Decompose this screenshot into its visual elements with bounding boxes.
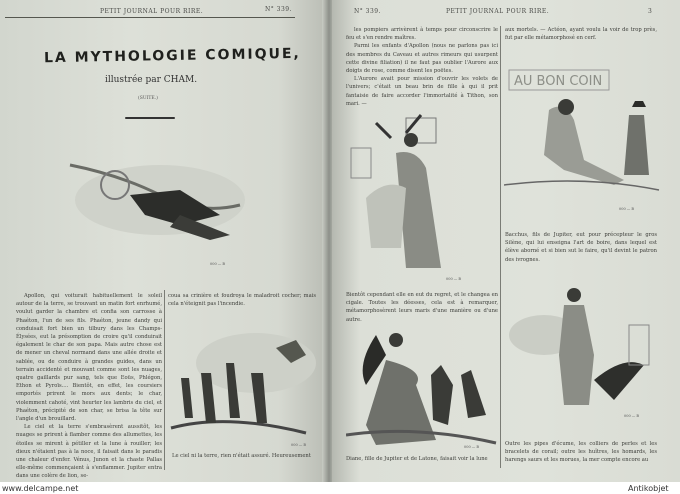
running-header: PETIT JOURNAL POUR RIRE.: [100, 8, 204, 15]
left-page: [0, 0, 328, 482]
column-rule: [500, 26, 501, 468]
sign-text: AU BON COIN: [514, 74, 603, 89]
issue-number: N° 339.: [354, 8, 382, 15]
issue-number: N° 339.: [265, 6, 293, 13]
illustration-caption: 000 — B: [464, 445, 479, 449]
right-page: [332, 0, 680, 482]
page-number: 3: [648, 8, 653, 15]
paragraph: Outre les pipes d'écume, les colliers de perles et les bracelets de corail; outre les huîtres, les homards, les harengs saurs et les morues, la mer compte encore au: [505, 441, 657, 464]
column-rule: [164, 290, 165, 470]
paragraph: Apollon, qui voiturait habituellement le soleil autour de la terre, se trouvant un matin fort enrhumé, voulut garder la chambre et confia son carrosse à Phaéton, l'un de ses fils. Phaéton, jeune dandy qui conduisait fort bien un tilbury dans les Champs-Élysées, eut la présomption de croire qu'il conduirait également le char de son papa. Mais autre chose est de mener un cheval normand dans une allée droite et sablée, ou de conduire à grandes guides, dans un terrain accidenté et mouvant comme sont les nuages, quatre gaillards pur sang, tels que Eoüs, Phlégon, Ethon et Pyroïs.... Bientôt, en effet, les coursiers emportés prirent le mors aux dents; le char, violemment cahoté, vint heurter les lambris du ciel, et Phaéton, précipité de son char, se brisa la tête sur l'angle d'un brouillard.: [16, 293, 162, 423]
article-title: LA MYTHOLOGIE COMIQUE,: [43, 45, 301, 67]
paragraph: Bientôt cependant elle en eut du regret, et le changea en cigale. Toutes les déesses, cela est à remarquer, métamorphosèrent leurs maris d'une manière ou d'une autre.: [346, 292, 498, 323]
illustration-caption: 000 — B: [446, 277, 461, 281]
paragraph: L'Aurore avait pour mission d'ouvrir les volets de l'univers; c'était un beau brin de fille à qui il prit fantaisie de faire accorder l'immortalité à Tithon, son mari. —: [346, 76, 498, 107]
paragraph: les pompiers arrivèrent à temps pour circonscrire le feu et s'en rendre maîtres.: [346, 27, 498, 42]
paragraph: Bacchus, fils de Jupiter, eut pour précepteur le gros Silène, qui lui enseigna l'art de boire, dans lequel est élève aborné et si bien sut le faire, qu'il devint le patron des ivrognes.: [505, 232, 657, 263]
ornament-divider: [125, 117, 175, 119]
illustration-phaeton-chariot: [60, 145, 250, 270]
paragraph: Parmi les enfants d'Apollon (nous ne parlons pas ici des membres du Caveau et autres rimeurs qui usurpent cette divine filiation) il ne faut pas oublier l'Aurore aux doigts de rose, comme disent les poëtes.: [346, 43, 498, 75]
illustration-au-bon-coin: [504, 65, 664, 215]
header-rule: [5, 17, 295, 18]
caption-text: Diane, fille de Jupiter et de Latone, faisait voir la lune: [346, 456, 488, 462]
watermark-antikobjet: Antikobjet: [628, 484, 669, 493]
suite-label: (SUITE.): [138, 96, 158, 101]
right-column-text: coua sa crinière et foudroya le maladroit cocher; mais cela n'éteignit pas l'incendie.: [168, 293, 316, 308]
illustration-caption: 000 — B: [619, 207, 634, 211]
left-column-text: [16, 292, 162, 481]
illustration-sea-nymph: [504, 285, 664, 425]
article-subtitle: illustrée par CHAM.: [105, 75, 198, 85]
illustration-caption: 000 — B: [291, 443, 306, 447]
illustration-gods-fleeing: [166, 318, 316, 448]
illustration-aurora: [346, 108, 498, 283]
caption-text: Le ciel ni la terre, rien n'était assuré. Heureusement: [172, 453, 311, 459]
paragraph: aux mortels. — Actéon, ayant voulu la voir de trop près, fut par elle métamorphosé en cerf.: [505, 27, 657, 42]
paragraph: Le ciel et la terre s'embrasèrent aussitôt, les nuages se prirent à flamber comme des allumettes, les étoiles se mirent à pétiller et la lune à rouiller; les dieux n'étaient pas à la noce, il faisait dans le paradis une chaleur d'enfer. Vénus, Junon et la chaste Pallas elle-même commençaient à s'enflammer. Jupiter entra dans une colère de lion, se-: [16, 424, 162, 480]
left-column-text: [346, 26, 498, 108]
watermark-delcampe: www.delcampe.net: [2, 484, 79, 493]
illustration-caption: 000 — B: [210, 262, 225, 266]
running-header: PETIT JOURNAL POUR RIRE.: [446, 8, 550, 15]
illustration-caption: 000 — B: [624, 414, 639, 418]
illustration-diana: [346, 325, 498, 450]
